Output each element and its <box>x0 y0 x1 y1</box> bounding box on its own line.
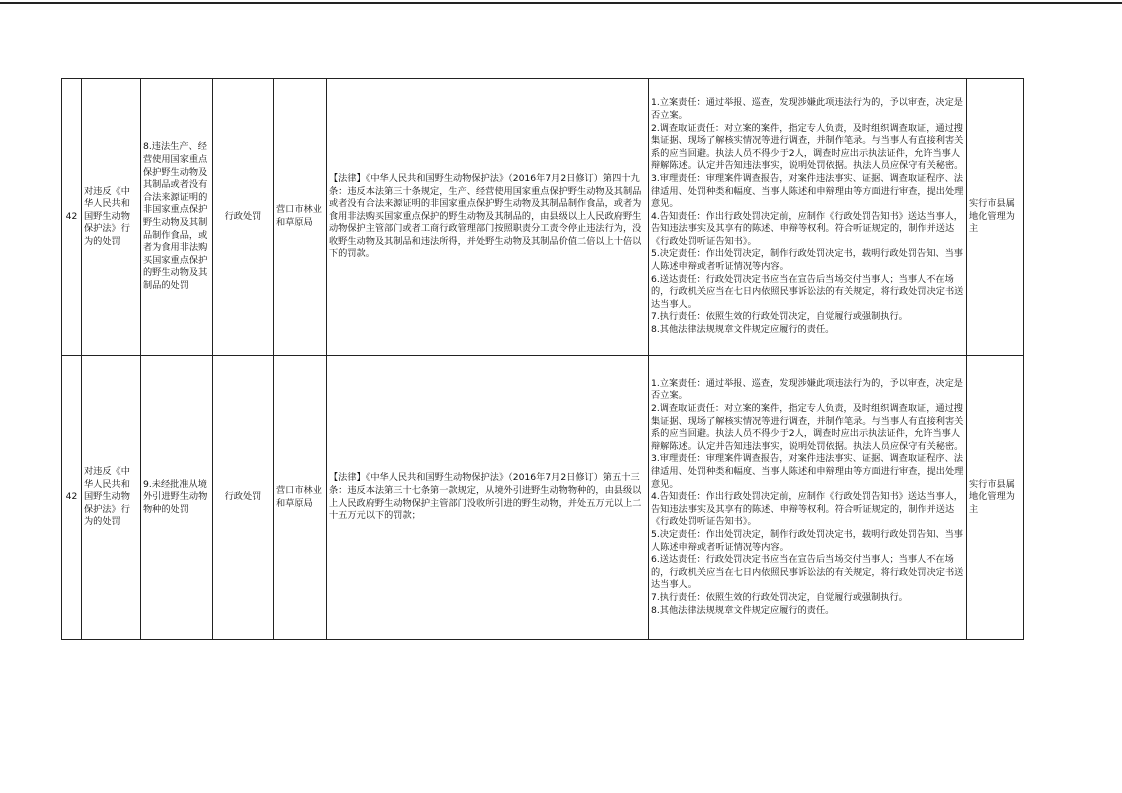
responsibility-item: 1.立案责任：通过举报、巡查，发现涉嫌此项违法行为的，予以审查，决定是否立案。 <box>651 97 963 121</box>
management-level: 实行市县属地化管理为主 <box>967 79 1024 356</box>
department: 营口市林业和草原局 <box>274 79 327 356</box>
legal-basis: 【法律】《中华人民共和国野生动物保护法》（2016年7月2日修订）第四十九条：违反本法第三十条规定，生产、经营使用国家重点保护野生动物及其制品或者没有合法来源证明的非国家重点保护野生动物及其制品制作食品，或者为食用非法购买国家重点保护的野生动物及其制品的，由县级以上人民政府野生动物保护主管部门或者工商行政管理部门按照职责分工责令停止违法行为，没收野生动物及其制品和违法所得，并处野生动物及其制品价值二倍以上十倍以下的罚款。 <box>327 79 649 356</box>
responsibility-item: 5.决定责任：作出处罚决定，制作行政处罚决定书，载明行政处罚告知、当事人陈述申辩或者听证情况等内容。 <box>651 248 963 273</box>
responsibility-list <box>649 79 967 356</box>
responsibility-item: 2.调查取证责任：对立案的案件，指定专人负责，及时组织调查取证，通过搜集证据、现场了解核实情况等进行调查，并制作笔录。与当事人有直接利害关系的应当回避。执法人员不得少于2人，调查时应出示执法证件，允许当事人辩解陈述。认定并告知违法事实，说明处罚依据。执法人员应保守有关秘密。 <box>651 122 964 172</box>
responsibility-item: 3.审理责任：审理案件调查报告，对案件违法事实、证据、调查取证程序、法律适用、处罚种类和幅度、当事人陈述和申辩理由等方面进行审查，提出处理意见。 <box>651 453 964 490</box>
responsibility-item: 7.执行责任：依照生效的行政处罚决定，自觉履行或强制执行。 <box>651 311 908 323</box>
responsibility-item: 6.送达责任：行政处罚决定书应当在宣告后当场交付当事人；当事人不在场的，行政机关应当在七日内依照民事诉讼法的有关规定，将行政处罚决定书送达当事人。 <box>651 554 964 591</box>
responsibility-item: 6.送达责任：行政处罚决定书应当在宣告后当场交付当事人；当事人不在场的，行政机关应当在七日内依照民事诉讼法的有关规定，将行政处罚决定书送达当事人。 <box>651 273 964 310</box>
power-type: 行政处罚 <box>213 356 274 640</box>
page-top-rule <box>0 2 1122 4</box>
power-list-table <box>61 78 1024 640</box>
row-number: 42 <box>62 79 82 356</box>
row-number: 42 <box>62 356 82 640</box>
item-name: 对违反《中华人民共和国野生动物保护法》行为的处罚 <box>82 356 141 640</box>
department: 营口市林业和草原局 <box>274 356 327 640</box>
responsibility-item: 4.告知责任：作出行政处罚决定前，应制作《行政处罚告知书》送达当事人，告知违法事实及其享有的陈述、申辩等权利。符合听证规定的，制作并送达《行政处罚听证告知书》。 <box>651 210 963 247</box>
responsibility-item: 3.审理责任：审理案件调查报告，对案件违法事实、证据、调查取证程序、法律适用、处罚种类和幅度、当事人陈述和申辩理由等方面进行审查，提出处理意见。 <box>651 172 964 210</box>
power-type: 行政处罚 <box>213 79 274 356</box>
sub-item-name: 9.未经批准从境外引进野生动物物种的处罚 <box>141 356 213 640</box>
responsibility-list <box>649 356 967 640</box>
table-row <box>62 356 1024 640</box>
responsibility-item: 5.决定责任：作出处罚决定，制作行政处罚决定书，载明行政处罚告知、当事人陈述申辩或者听证情况等内容。 <box>651 528 963 553</box>
item-name: 对违反《中华人民共和国野生动物保护法》行为的处罚 <box>82 79 141 356</box>
management-level: 实行市县属地化管理为主 <box>967 356 1024 640</box>
table-row <box>62 79 1024 356</box>
responsibility-item: 8.其他法律法规规章文件规定应履行的责任。 <box>651 324 835 336</box>
responsibility-item: 1.立案责任：通过举报、巡查，发现涉嫌此项违法行为的，予以审查，决定是否立案。 <box>651 377 963 402</box>
responsibility-item: 2.调查取证责任：对立案的案件，指定专人负责，及时组织调查取证，通过搜集证据、现场了解核实情况等进行调查，并制作笔录。与当事人有直接利害关系的应当回避。执法人员不得少于2人，调查时应出示执法证件，允许当事人辩解陈述。认定并告知违法事实，说明处罚依据。执法人员应保守有关秘密。 <box>651 403 964 452</box>
responsibility-item: 4.告知责任：作出行政处罚决定前，应制作《行政处罚告知书》送达当事人，告知违法事实及其享有的陈述、申辩等权利。符合听证规定的，制作并送达《行政处罚听证告知书》。 <box>651 491 963 528</box>
sub-item-name: 8.违法生产、经营使用国家重点保护野生动物及其制品或者没有合法来源证明的非国家重点保护野生动物及其制品制作食品，或者为食用非法购买国家重点保护的野生动物及其制品的处罚 <box>141 79 213 356</box>
responsibility-item: 7.执行责任：依照生效的行政处罚决定，自觉履行或强制执行。 <box>651 591 908 603</box>
responsibility-item: 8.其他法律法规规章文件规定应履行的责任。 <box>651 604 835 616</box>
legal-basis: 【法律】《中华人民共和国野生动物保护法》（2016年7月2日修订）第五十三条：违反本法第三十七条第一款规定，从境外引进野生动物物种的，由县级以上人民政府野生动物保护主管部门没收所引进的野生动物，并处五万元以上二十五万元以下的罚款； <box>327 356 649 640</box>
